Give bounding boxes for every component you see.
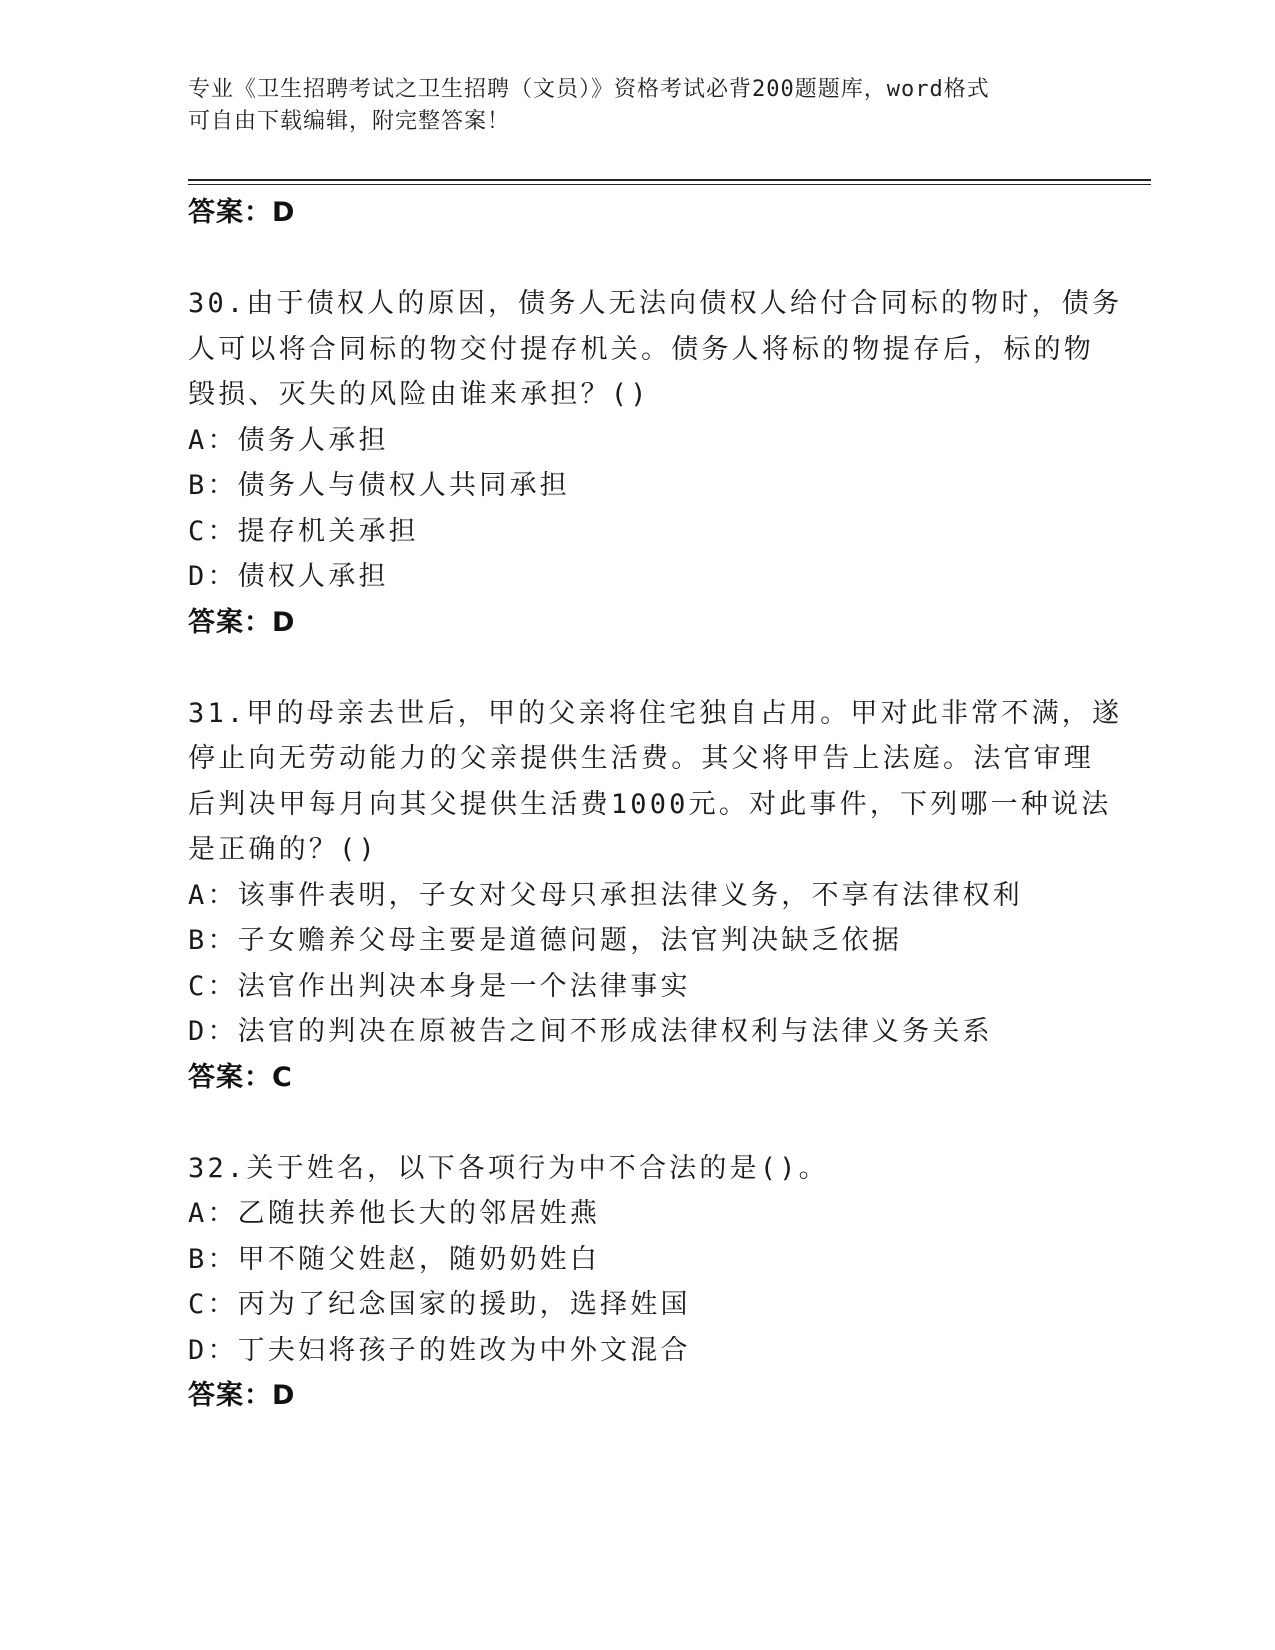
question-text-line: 30.由于债权人的原因，债务人无法向债权人给付合同标的物时，债务 xyxy=(188,288,1123,319)
question-31 xyxy=(188,691,1123,1101)
question-text-line: 32.关于姓名，以下各项行为中不合法的是()。 xyxy=(188,1152,829,1184)
answer: 答案：D xyxy=(188,606,296,638)
header-rule-thin xyxy=(188,184,1151,185)
previous-answer: 答案：D xyxy=(188,197,296,228)
answer: 答案：D xyxy=(188,1380,296,1411)
question-text-line: 人可以将合同标的物交付提存机关。债务人将标的物提存后，标的物 xyxy=(188,333,1094,365)
option-c: C：提存机关承担 xyxy=(188,515,419,547)
header-line-1: 专业《卫生招聘考试之卫生招聘（文员）》资格考试必背200题题库，word格式 xyxy=(188,77,990,102)
spacer xyxy=(188,645,1088,691)
spacer xyxy=(188,236,1088,282)
option-d: D：法官的判决在原被告之间不形成法律权利与法律义务关系 xyxy=(188,1016,993,1047)
header-rule-thick xyxy=(188,179,1151,181)
question-text-line: 31.甲的母亲去世后，甲的父亲将住宅独自占用。甲对此非常不满，遂 xyxy=(188,697,1123,729)
option-b: B：子女赡养父母主要是道德问题，法官判决缺乏依据 xyxy=(188,925,903,956)
option-a: A：乙随扶养他长大的邻居姓燕 xyxy=(188,1198,601,1229)
document-header xyxy=(188,74,1088,138)
header-line-2: 可自由下载编辑，附完整答案！ xyxy=(188,109,511,134)
answer: 答案：C xyxy=(188,1061,293,1093)
option-d: D：债权人承担 xyxy=(188,561,389,592)
option-b: B：甲不随父姓赵，随奶奶姓白 xyxy=(188,1243,601,1275)
option-c: C：丙为了纪念国家的援助，选择姓国 xyxy=(188,1289,691,1320)
question-text-line: 是正确的？() xyxy=(188,834,378,865)
question-32 xyxy=(188,1146,1088,1419)
question-text-line: 毁损、灭失的风险由谁来承担？() xyxy=(188,379,650,410)
question-30 xyxy=(188,281,1123,645)
question-content xyxy=(188,190,1123,1419)
option-b: B：债务人与债权人共同承担 xyxy=(188,470,570,501)
spacer xyxy=(188,1100,1088,1146)
option-a: A：债务人承担 xyxy=(188,424,389,456)
question-text-line: 停止向无劳动能力的父亲提供生活费。其父将甲告上法庭。法官审理 xyxy=(188,743,1094,774)
question-text-line: 后判决甲每月向其父提供生活费1000元。对此事件，下列哪一种说法 xyxy=(188,788,1112,820)
option-c: C：法官作出判决本身是一个法律事实 xyxy=(188,970,691,1002)
option-a: A：该事件表明，子女对父母只承担法律义务，不享有法律权利 xyxy=(188,879,1023,911)
option-d: D：丁夫妇将孩子的姓改为中外文混合 xyxy=(188,1334,691,1366)
